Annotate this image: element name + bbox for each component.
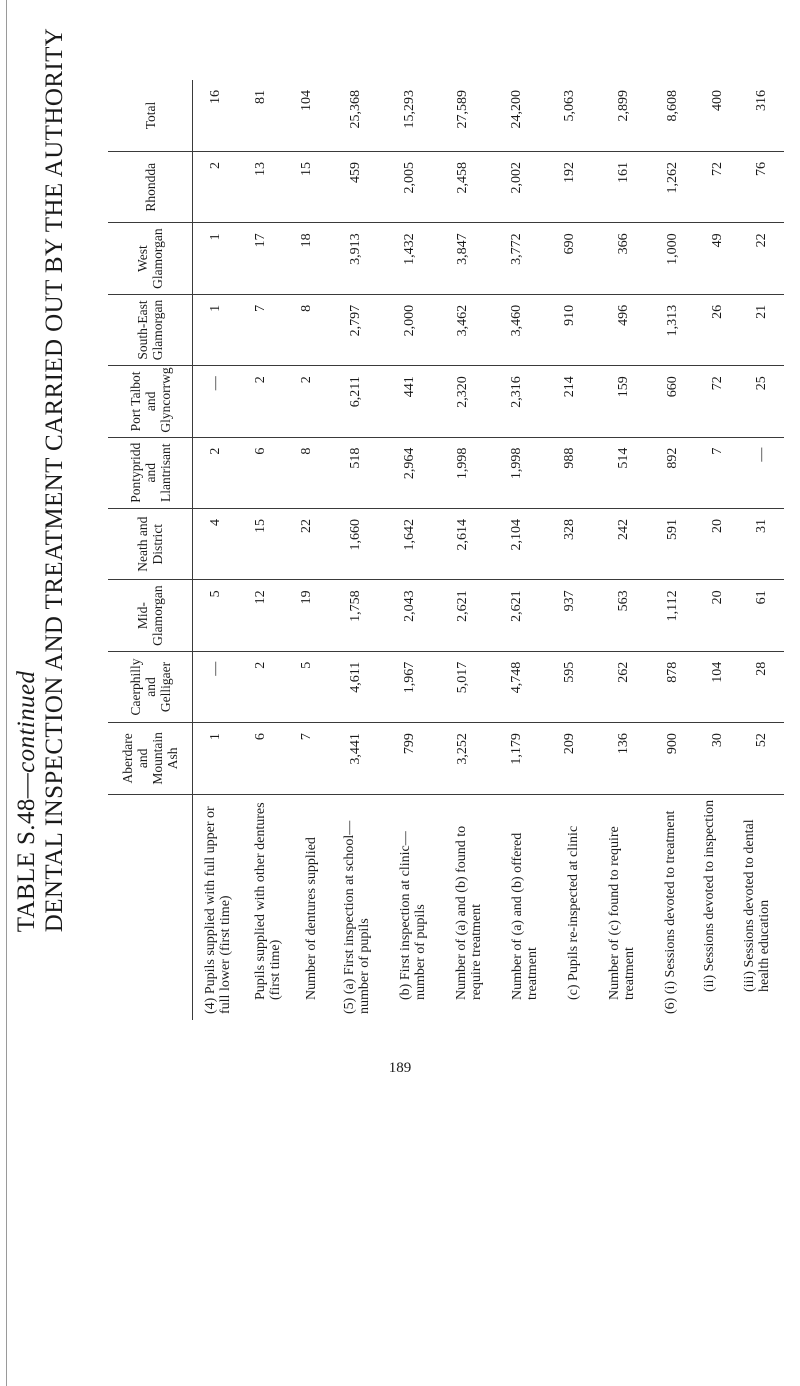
row-label-cell	[329, 794, 650, 1020]
value: 2,043	[401, 590, 417, 622]
value: 1,179	[508, 733, 524, 765]
value: 591	[665, 518, 681, 540]
value-cell	[329, 723, 650, 794]
header-row	[108, 80, 193, 1020]
value: 1,313	[665, 304, 681, 337]
value: 72	[709, 162, 725, 177]
value: 17	[253, 233, 269, 248]
value: 5	[208, 590, 224, 598]
value-cell	[329, 580, 650, 651]
value: 5,063	[562, 90, 578, 122]
value: 104	[298, 90, 314, 111]
column-header: Mid-Glamorgan	[108, 580, 193, 651]
value: 6	[253, 447, 269, 455]
value: 4	[208, 518, 224, 526]
value: 136	[616, 733, 632, 755]
value: 400	[709, 90, 725, 111]
column-header: Caerphilly and Gelligaer	[108, 651, 193, 722]
value: 159	[616, 376, 632, 398]
value-cell	[650, 508, 784, 579]
value: 2,316	[508, 376, 524, 408]
value: 328	[562, 518, 578, 540]
row-label: Pupils supplied with other dentures (first time)	[253, 802, 284, 1000]
value-cell	[650, 294, 784, 365]
value-cell	[329, 651, 650, 722]
value: 104	[709, 661, 725, 683]
value: 25,368	[348, 90, 364, 129]
column-header: Pontypridd and Llantrisant	[108, 437, 193, 508]
rotated-table-wrapper	[108, 80, 784, 1020]
table-heading	[13, 27, 68, 933]
value: 6	[253, 733, 269, 741]
value: 316	[754, 90, 770, 111]
value: 2,000	[401, 304, 417, 337]
value-cell	[650, 366, 784, 437]
value: 28	[754, 661, 770, 676]
value: 1	[208, 733, 224, 741]
row-label: Number of dentures supplied	[303, 837, 319, 1000]
section-row-sessions	[650, 80, 784, 1020]
value: 2,621	[508, 590, 524, 622]
value-cell	[193, 723, 329, 794]
value: 49	[709, 233, 725, 248]
value-cell	[193, 508, 329, 579]
value: 242	[616, 518, 632, 540]
dental-inspection-table	[108, 80, 784, 1020]
row-label-cell	[650, 794, 784, 1020]
value: 6,211	[348, 376, 364, 408]
value: 7	[298, 733, 314, 741]
value-cell	[329, 152, 650, 223]
value: 3,847	[455, 233, 471, 265]
value: 900	[665, 733, 681, 755]
value-cell	[650, 437, 784, 508]
value: 8	[298, 304, 314, 312]
value: 2	[253, 376, 269, 384]
value-cell	[329, 437, 650, 508]
value-cell	[193, 294, 329, 365]
row-label: (b) First inspection at clinic—number of pupils	[397, 831, 428, 1000]
value-cell	[650, 80, 784, 152]
value: 2,320	[455, 376, 471, 408]
value: 31	[754, 518, 770, 533]
value: 8	[298, 447, 314, 455]
row-label: (4) Pupils supplied with full upper or full lower (first time)	[203, 806, 234, 1014]
value-cell	[193, 152, 329, 223]
column-header: Neath and District	[108, 508, 193, 579]
value: 30	[709, 733, 725, 748]
column-header: South-East Glamorgan	[108, 294, 193, 365]
value-cell	[650, 723, 784, 794]
table-heading-title: DENTAL INSPECTION AND TREATMENT CARRIED OUT BY THE AUTHORITY	[41, 27, 68, 933]
value: 3,913	[348, 233, 364, 265]
value: 8,608	[665, 90, 681, 122]
value: 1,112	[665, 590, 681, 622]
value: 1,967	[401, 661, 417, 694]
value: 21	[754, 304, 770, 319]
value: 1,262	[665, 162, 681, 194]
value: 76	[754, 162, 770, 177]
value: 2,797	[348, 304, 364, 337]
value: 2,002	[508, 162, 524, 194]
column-header: Total	[108, 80, 193, 152]
value: 514	[616, 447, 632, 469]
value-cell	[329, 508, 650, 579]
value: —	[208, 661, 224, 676]
value: 4,748	[508, 661, 524, 694]
column-header: Aberdare and Mountain Ash	[108, 723, 193, 794]
value: 3,252	[455, 733, 471, 765]
section-row-inspection	[329, 80, 650, 1020]
value-cell	[329, 294, 650, 365]
value: 7	[709, 447, 725, 455]
value: 2,614	[455, 518, 471, 551]
table-frame	[108, 80, 784, 1020]
value-cell	[650, 651, 784, 722]
value: 52	[754, 733, 770, 748]
value: 22	[754, 233, 770, 248]
value: 7	[253, 304, 269, 312]
value: 518	[348, 447, 364, 469]
value: 366	[616, 233, 632, 255]
value: 12	[253, 590, 269, 605]
value: 20	[709, 590, 725, 605]
column-header: Rhondda	[108, 152, 193, 223]
value: 26	[709, 304, 725, 319]
value: 2,621	[455, 590, 471, 622]
row-label: Number of (a) and (b) offered treatment	[510, 832, 541, 1000]
value: 24,200	[508, 90, 524, 129]
value: 878	[665, 661, 681, 683]
value: 209	[562, 733, 578, 755]
value-cell	[650, 580, 784, 651]
value: 441	[401, 376, 417, 398]
value: 214	[562, 376, 578, 398]
row-label: (c) Pupils re-inspected at clinic	[566, 825, 582, 1000]
value: 81	[253, 90, 269, 104]
value: 2,964	[401, 447, 417, 480]
value: 1,758	[348, 590, 364, 622]
value: 1	[208, 304, 224, 312]
row-label: (iii) Sessions devoted to dental health education	[741, 819, 772, 992]
page-number: 189	[388, 1060, 412, 1076]
value-cell	[193, 80, 329, 152]
value: 1,432	[401, 233, 417, 265]
value: 22	[298, 518, 314, 533]
value: 2,899	[616, 90, 632, 122]
value: 16	[208, 90, 224, 104]
value: 690	[562, 233, 578, 255]
value: 496	[616, 304, 632, 326]
value-cell	[329, 80, 650, 152]
value: 18	[298, 233, 314, 248]
value: 563	[616, 590, 632, 612]
value-cell	[193, 580, 329, 651]
value: 1	[208, 233, 224, 241]
value: 192	[562, 162, 578, 184]
table-heading-prefix: TABLE S.48—	[13, 772, 40, 933]
value: —	[208, 376, 224, 391]
value: 3,462	[455, 304, 471, 337]
value: 1,998	[455, 447, 471, 480]
table-heading-continued: continued	[13, 670, 40, 773]
row-label: (5) (a) First inspection at school—number of pupils	[341, 820, 372, 1014]
header-cell-blank	[108, 794, 193, 1020]
value: 799	[401, 733, 417, 755]
value: 3,772	[508, 233, 524, 265]
row-label: (6) (i) Sessions devoted to treatment	[662, 810, 678, 1014]
section-row-dentures	[193, 80, 329, 1020]
value: 15,293	[401, 90, 417, 129]
value: 2,104	[508, 518, 524, 551]
row-label: (ii) Sessions devoted to inspection	[702, 799, 718, 992]
value: 1,000	[665, 233, 681, 265]
row-label-cell	[193, 794, 329, 1020]
value: 161	[616, 162, 632, 184]
column-header: West Glamorgan	[108, 223, 193, 294]
value-cell	[193, 366, 329, 437]
value: 660	[665, 376, 681, 398]
value: 892	[665, 447, 681, 469]
value: 1,660	[348, 518, 364, 551]
value: 19	[298, 590, 314, 605]
value: 27,589	[455, 90, 471, 129]
value: —	[754, 447, 770, 462]
value: 3,460	[508, 304, 524, 337]
value: 937	[562, 590, 578, 612]
value-cell	[329, 223, 650, 294]
value: 2	[253, 661, 269, 669]
value: 5	[298, 661, 314, 669]
value-cell	[650, 152, 784, 223]
table-heading-text	[13, 28, 69, 932]
value: 15	[298, 162, 314, 177]
value: 2,458	[455, 162, 471, 194]
page-edge-rule	[6, 0, 7, 1386]
value: 61	[754, 590, 770, 605]
value: 72	[709, 376, 725, 391]
value: 910	[562, 304, 578, 326]
value: 262	[616, 661, 632, 683]
value: 4,611	[348, 661, 364, 693]
value: 20	[709, 518, 725, 533]
value: 2	[208, 447, 224, 455]
value: 2	[298, 376, 314, 384]
value: 13	[253, 162, 269, 177]
value: 25	[754, 376, 770, 391]
value: 15	[253, 518, 269, 533]
value: 2	[208, 162, 224, 170]
value: 595	[562, 661, 578, 683]
value: 2,005	[401, 162, 417, 194]
row-label: Number of (c) found to require treatment	[607, 826, 638, 1000]
value: 1,642	[401, 518, 417, 551]
row-label: Number of (a) and (b) found to require treatment	[454, 825, 485, 1000]
column-header: Port Talbot and Glyncorrwg	[108, 366, 193, 437]
value: 3,441	[348, 733, 364, 765]
value-cell	[193, 651, 329, 722]
value: 459	[348, 162, 364, 184]
value: 988	[562, 447, 578, 469]
value-cell	[193, 223, 329, 294]
value-cell	[650, 223, 784, 294]
value-cell	[193, 437, 329, 508]
value-cell	[329, 366, 650, 437]
value: 5,017	[455, 661, 471, 694]
value: 1,998	[508, 447, 524, 480]
